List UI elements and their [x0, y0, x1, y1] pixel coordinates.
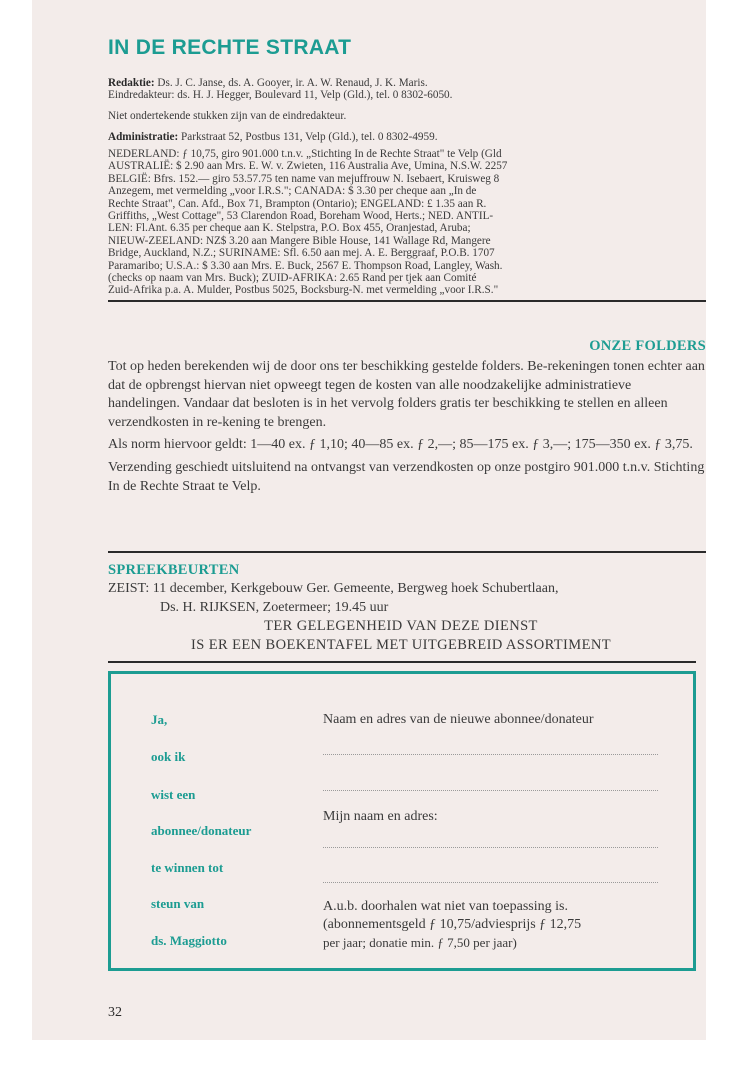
divider-rule	[108, 661, 696, 663]
subscription-line: Bridge, Auckland, N.Z.; SURINAME: Sfl. 6.50 aan mej. A. E. Berggraaf, P.O.B. 1707	[108, 247, 495, 260]
coupon-slogan-line: Ja,	[151, 712, 168, 727]
coupon-note-line: per jaar; donatie min. ƒ 7,50 per jaar)	[323, 935, 517, 950]
spreekbeurt-announcement: IS ER EEN BOEKENTAFEL MET UITGEBREID ASSORTIMENT	[191, 636, 611, 653]
spreekbeurt-line: ZEIST: 11 december, Kerkgebouw Ger. Gemeente, Bergweg hoek Schubertlaan,	[108, 581, 559, 596]
folders-paragraph: Tot op heden berekenden wij de door ons ter beschikking gestelde folders. Be-rekeningen tonen echter aan dat de opbrengst hiervan niet opweegt tegen de kosten van alle noodzakelijke administratieve handelingen. Vandaar dat besloten is in het vervolg folders gratis ter beschikking te stellen en alleen verzendkosten in re-kening te brengen.	[108, 359, 705, 430]
page-title: IN DE RECHTE STRAAT	[108, 36, 352, 59]
own-address-line-1[interactable]	[323, 847, 658, 848]
spreekbeurt-speaker: Ds. H. RIJKSEN, Zoetermeer; 19.45 uur	[160, 599, 389, 615]
subscription-line: Zuid-Afrika p.a. A. Mulder, Postbus 5025, Bocksburg-N. met vermelding „voor I.R.S."	[108, 284, 499, 297]
coupon-note	[323, 898, 581, 952]
coupon-slogan-line: ds. Maggiotto	[151, 933, 227, 948]
own-address-label: Mijn naam en adres:	[323, 809, 438, 824]
folders-paragraph: Als norm hiervoor geldt: 1—40 ex. ƒ 1,10; 40—85 ex. ƒ 2,—; 85—175 ex. ƒ 3,—; 175—350 ex. ƒ 3,75.	[108, 437, 693, 453]
coupon-note-line: A.u.b. doorhalen wat niet van toepassing is.	[323, 899, 568, 914]
coupon-slogan-line: abonnee/donateur	[151, 823, 252, 838]
folders-text	[108, 358, 706, 500]
eindredakteur-text: Eindredakteur: ds. H. J. Hegger, Boulevard 11, Velp (Gld.), tel. 0 8302-6050.	[108, 89, 453, 102]
subscription-line: NIEUW-ZEELAND: NZ$ 3.20 aan Mangere Bible House, 141 Wallage Rd, Mangere	[108, 234, 491, 247]
page-number: 32	[108, 1005, 122, 1020]
subscription-line: BELGIË: Bfrs. 152.— giro 53.57.75 ten name van mejuffrouw N. Isebaert, Kruisweg 8	[108, 172, 500, 185]
coupon-slogan-line: ook ik	[151, 749, 186, 764]
own-address-line-2[interactable]	[323, 882, 658, 883]
subscription-line: NEDERLAND: ƒ 10,75, giro 901.000 t.n.v. „Stichting In de Rechte Straat" te Velp (Gld	[108, 148, 502, 160]
subscription-line: Griffiths, „West Cottage", 53 Clarendon Road, Boreham Wood, Herts.; NED. ANTIL-	[108, 210, 494, 223]
divider-rule	[108, 551, 706, 553]
subscription-line: LEN: Fl.Ant. 6.35 per cheque aan K. Stelpstra, P.O. Box 455, Oranjestad, Aruba;	[108, 222, 471, 235]
coupon-slogan-line: te winnen tot	[151, 860, 224, 875]
coupon-slogan-line: steun van	[151, 896, 205, 911]
subscription-line: (checks op naam van Mrs. Buck); ZUID-AFRIKA: 2.65 Rand per tjek aan Comité	[108, 272, 477, 285]
page-content	[108, 0, 706, 1040]
subscription-coupon	[108, 671, 696, 971]
subscription-rates	[108, 148, 706, 297]
colophon-redaktie	[108, 77, 706, 102]
divider-rule	[108, 300, 706, 302]
spreekbeurt-announcement: TER GELEGENHEID VAN DEZE DIENST	[264, 618, 538, 635]
new-subscriber-line-1[interactable]	[323, 754, 658, 755]
folders-heading: ONZE FOLDERS	[589, 338, 706, 354]
new-subscriber-label: Naam en adres van de nieuwe abonnee/donateur	[323, 712, 594, 727]
administratie-label: Administratie:	[108, 131, 179, 143]
coupon-note-line: (abonnementsgeld ƒ 10,75/adviesprijs ƒ 12,75	[323, 917, 582, 932]
folders-paragraph: Verzending geschiedt uitsluitend na ontvangst van verzendkosten op onze postgiro 901.000 t.n.v. Stichting In de Rechte Straat te Velp.	[108, 459, 705, 494]
spreekbeurten-heading: SPREEKBEURTEN	[108, 562, 240, 578]
administratie-text: Parkstraat 52, Postbus 131, Velp (Gld.), tel. 0 8302-4959.	[178, 131, 438, 143]
subscription-line: Anzegem, met vermelding „voor I.R.S."; CANADA: $ 3.30 per cheque aan „In de	[108, 185, 477, 198]
colophon-administratie	[108, 131, 706, 143]
subscription-line: Rechte Straat", Can. Afd., Box 71, Brampton (Ontario); ENGELAND: £ 1.35 aan R.	[108, 197, 487, 210]
magazine-page	[32, 0, 706, 1040]
niet-ondertekend-text: Niet ondertekende stukken zijn van de eindredakteur.	[108, 110, 347, 122]
subscription-line: AUSTRALIË: $ 2.90 aan Mrs. E. W. v. Zwieten, 116 Australia Ave, Umina, N.S.W. 2257	[108, 160, 508, 173]
coupon-slogan-line: wist een	[151, 787, 196, 802]
redaktie-text: Ds. J. C. Janse, ds. A. Gooyer, ir. A. W. Renaud, J. K. Maris.	[154, 77, 428, 89]
new-subscriber-line-2[interactable]	[323, 790, 658, 791]
redaktie-label: Redaktie:	[108, 77, 155, 89]
subscription-line: Paramaribo; U.S.A.: $ 3.30 aan Mrs. E. Buck, 2567 E. Thompson Road, Langley, Wash.	[108, 259, 503, 272]
spreekbeurten-text	[108, 580, 706, 654]
